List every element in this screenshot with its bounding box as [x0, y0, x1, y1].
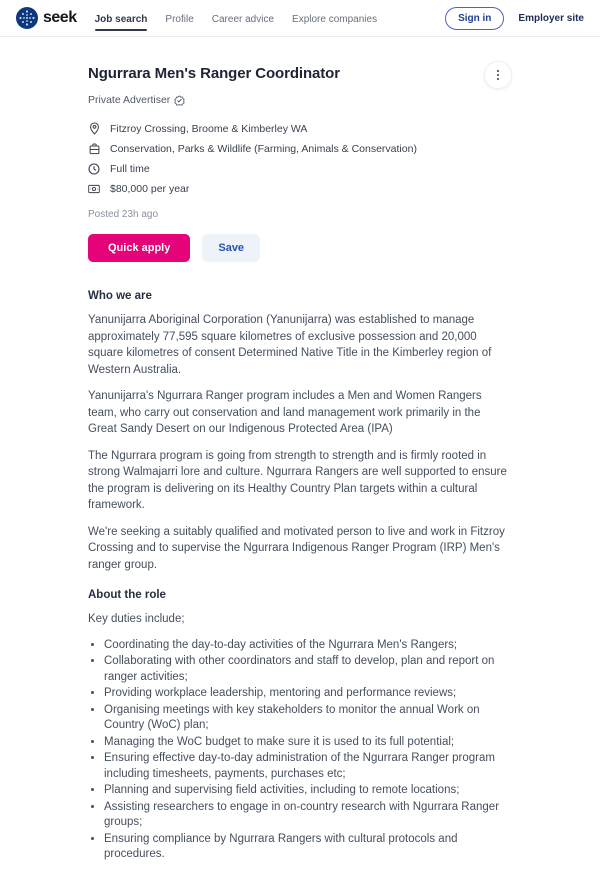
job-description	[88, 290, 512, 874]
briefcase-icon	[88, 143, 100, 155]
brand-name: seek	[43, 9, 77, 26]
clock-icon	[88, 163, 100, 175]
site-header	[0, 0, 600, 37]
duty-item: • Ensuring compliance by Ngurrara Rangers with cultural protocols and procedures.	[104, 832, 512, 863]
sign-in-button[interactable]: Sign in	[445, 7, 504, 30]
employer-site-link[interactable]: Employer site	[518, 12, 584, 24]
work-type-text: Full time	[110, 163, 150, 175]
duty-item: • Collaborating with other coordinators and staff to develop, plan and report on ranger activities;	[104, 654, 512, 685]
description-paragraph: We're seeking a suitably qualified and motivated person to live and work in Fitzroy Crossing and to supervise the Ngurrara Indigenous Ranger Program (IRP) Men's ranger group.	[88, 525, 505, 571]
detail-category	[88, 143, 512, 155]
seek-logo[interactable]	[16, 7, 77, 29]
nav-career-advice[interactable]: Career advice	[211, 13, 275, 25]
duty-item: • Planning and supervising field activities, including to remote locations;	[104, 783, 512, 799]
job-details-list	[88, 122, 512, 195]
advertiser-row	[88, 94, 512, 106]
detail-location	[88, 122, 512, 135]
duty-item: • Assisting researchers to engage in on-country research with Ngurrara Ranger groups;	[104, 800, 512, 831]
more-options-button[interactable]	[484, 61, 512, 89]
job-summary-card	[88, 65, 512, 262]
money-icon	[88, 184, 100, 194]
verified-badge-icon	[174, 95, 185, 106]
who-we-are-heading: Who we are	[88, 290, 152, 302]
nav-explore-companies[interactable]: Explore companies	[292, 13, 378, 25]
job-detail-page	[88, 37, 512, 874]
location-pin-icon	[88, 122, 100, 135]
actions-row	[88, 234, 512, 262]
duties-list	[104, 638, 512, 863]
advertiser-name: Private Advertiser	[88, 94, 171, 106]
save-button[interactable]: Save	[202, 234, 260, 262]
description-paragraph: Yanunijarra Aboriginal Corporation (Yanunijarra) was established to manage approximately 77,595 square kilometres of exclusive possession and 20,000 square kilometres of consent Determined Native Title in the Kimberley region of Western Australia.	[88, 314, 492, 376]
location-text: Fitzroy Crossing, Broome & Kimberley WA	[110, 122, 308, 135]
about-the-role-heading: About the role	[88, 589, 166, 601]
salary-text: $80,000 per year	[110, 183, 190, 195]
category-text: Conservation, Parks & Wildlife (Farming, Animals & Conservation)	[110, 143, 417, 155]
description-paragraph: The Ngurrara program is going from strength to strength and is firmly rooted in strong Walmajarri lore and culture. Ngurrara Rangers are well supported to ensure the program is delivering on its Healthy Country Plan targets within a cultural framework.	[88, 449, 507, 511]
quick-apply-button[interactable]: Quick apply	[88, 234, 190, 262]
posted-timestamp: Posted 23h ago	[88, 209, 159, 220]
duty-item: • Managing the WoC budget to make sure it is used to its full potential;	[104, 735, 512, 751]
detail-salary	[88, 183, 512, 195]
kebab-icon	[493, 69, 503, 81]
duty-item: • Coordinating the day-to-day activities of the Ngurrara Men's Rangers;	[104, 638, 512, 654]
nav-profile[interactable]: Profile	[165, 13, 194, 25]
detail-work-type	[88, 163, 512, 175]
description-paragraph: Yanunijarra's Ngurrara Ranger program includes a Men and Women Rangers team, who carry out conservation and land management work primarily in the Great Sandy Desert on our Indigenous Protected Area (IPA)	[88, 390, 482, 435]
page-title: Ngurrara Men's Ranger Coordinator	[88, 65, 340, 82]
duty-item: • Organising meetings with key stakeholders to monitor the annual Work on Country (WoC) plan;	[104, 703, 512, 734]
duty-item: • Providing workplace leadership, mentoring and performance reviews;	[104, 686, 512, 702]
main-nav	[95, 3, 377, 34]
duty-item: • Ensuring effective day-to-day administration of the Ngurrara Ranger program including timesheets, payments, purchases etc;	[104, 751, 512, 782]
nav-job-search[interactable]: Job search	[95, 3, 148, 34]
key-duties-intro: Key duties include;	[88, 613, 185, 625]
seek-logo-icon	[16, 7, 38, 29]
who-we-are-paragraphs	[88, 312, 512, 573]
